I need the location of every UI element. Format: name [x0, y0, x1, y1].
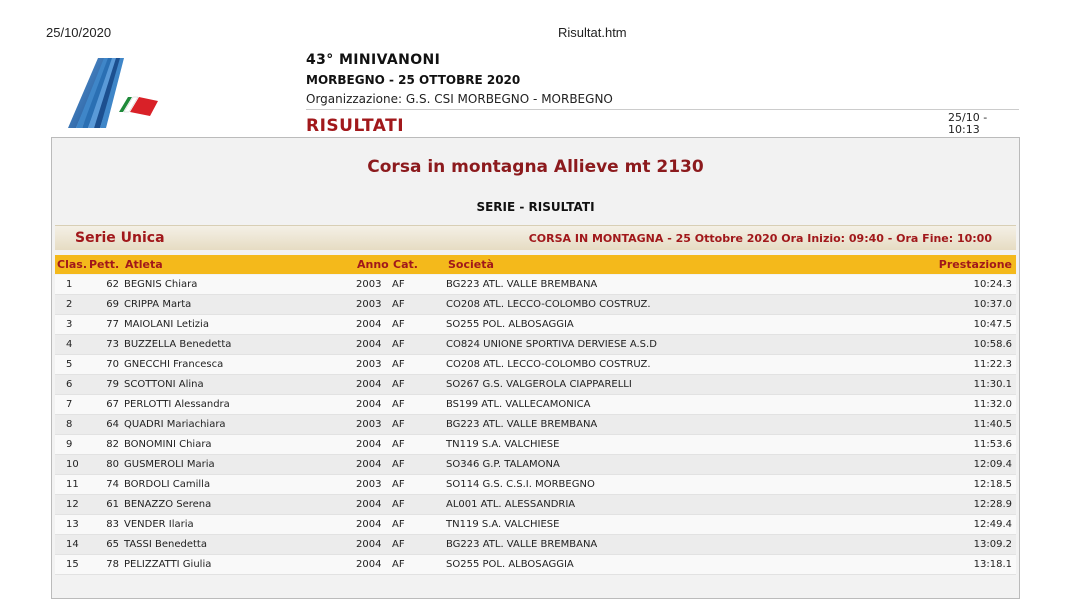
table-row	[55, 555, 1016, 575]
cell-prestazione: 10:24.3	[973, 279, 1012, 290]
header-prestazione: Prestazione	[938, 258, 1012, 271]
cell-atleta: BORDOLI Camilla	[124, 479, 211, 490]
cell-atleta: QUADRI Mariachiara	[124, 419, 226, 430]
cell-societa: BS199 ATL. VALLECAMONICA	[446, 399, 591, 410]
cell-pett: 67	[106, 399, 119, 410]
cell-cat: AF	[392, 399, 405, 410]
cell-prestazione: 12:28.9	[973, 499, 1012, 510]
cell-prestazione: 10:47.5	[973, 319, 1012, 330]
cell-pett: 69	[106, 299, 119, 310]
cell-societa: SO255 POL. ALBOSAGGIA	[446, 559, 574, 570]
cell-atleta: TASSI Benedetta	[124, 539, 207, 550]
cell-prestazione: 11:22.3	[973, 359, 1012, 370]
cell-clas: 7	[66, 399, 73, 410]
cell-anno: 2004	[356, 519, 382, 530]
cell-anno: 2004	[356, 319, 382, 330]
table-row	[55, 295, 1016, 315]
cell-anno: 2004	[356, 559, 382, 570]
cell-prestazione: 12:09.4	[973, 459, 1012, 470]
cell-pett: 78	[106, 559, 119, 570]
cell-societa: BG223 ATL. VALLE BREMBANA	[446, 539, 598, 550]
cell-cat: AF	[392, 519, 405, 530]
cell-cat: AF	[392, 279, 405, 290]
cell-pett: 82	[106, 439, 119, 450]
results-table-body	[55, 275, 1016, 575]
table-row	[55, 535, 1016, 555]
cell-clas: 6	[66, 379, 73, 390]
timestamp-date: 25/10 -	[948, 111, 988, 124]
cell-anno: 2004	[356, 499, 382, 510]
cell-atleta: BUZZELLA Benedetta	[124, 339, 232, 350]
cell-pett: 61	[106, 499, 119, 510]
cell-cat: AF	[392, 319, 405, 330]
cell-clas: 13	[66, 519, 79, 530]
header-pett: Pett.	[89, 258, 120, 271]
header-clas: Clas.	[57, 258, 87, 271]
cell-pett: 80	[106, 459, 119, 470]
serie-name: Serie Unica	[75, 230, 165, 246]
cell-cat: AF	[392, 339, 405, 350]
section-title: RISULTATI	[306, 116, 405, 136]
cell-pett: 70	[106, 359, 119, 370]
cell-cat: AF	[392, 359, 405, 370]
cell-pett: 65	[106, 539, 119, 550]
race-title: Corsa in montagna Allieve mt 2130	[367, 157, 704, 177]
cell-cat: AF	[392, 459, 405, 470]
cell-societa: TN119 S.A. VALCHIESE	[446, 519, 560, 530]
cell-clas: 10	[66, 459, 79, 470]
cell-societa: TN119 S.A. VALCHIESE	[446, 439, 560, 450]
cell-cat: AF	[392, 299, 405, 310]
cell-atleta: GNECCHI Francesca	[124, 359, 224, 370]
table-header	[55, 255, 1016, 274]
cell-pett: 79	[106, 379, 119, 390]
cell-prestazione: 11:53.6	[973, 439, 1012, 450]
cell-atleta: PELIZZATTI Giulia	[124, 559, 212, 570]
cell-cat: AF	[392, 379, 405, 390]
cell-pett: 62	[106, 279, 119, 290]
print-file-name: Risultat.htm	[558, 25, 627, 40]
print-date: 25/10/2020	[46, 25, 112, 40]
race-subtitle: SERIE - RISULTATI	[476, 200, 595, 214]
cell-societa: AL001 ATL. ALESSANDRIA	[446, 499, 576, 510]
cell-anno: 2003	[356, 479, 382, 490]
cell-prestazione: 12:49.4	[973, 519, 1012, 530]
cell-societa: SO267 G.S. VALGEROLA CIAPPARELLI	[446, 379, 632, 390]
cell-atleta: BONOMINI Chiara	[124, 439, 212, 450]
event-logo	[66, 54, 166, 132]
cell-societa: CO208 ATL. LECCO-COLOMBO COSTRUZ.	[446, 299, 651, 310]
cell-pett: 74	[106, 479, 119, 490]
table-row	[55, 355, 1016, 375]
cell-prestazione: 11:30.1	[973, 379, 1012, 390]
event-info	[306, 52, 613, 106]
cell-societa: BG223 ATL. VALLE BREMBANA	[446, 419, 598, 430]
cell-anno: 2003	[356, 359, 382, 370]
serie-info: CORSA IN MONTAGNA - 25 Ottobre 2020 Ora Inizio: 09:40 - Ora Fine: 10:00	[528, 232, 992, 245]
cell-prestazione: 10:58.6	[973, 339, 1012, 350]
cell-clas: 2	[66, 299, 73, 310]
cell-prestazione: 12:18.5	[973, 479, 1012, 490]
cell-pett: 64	[106, 419, 119, 430]
cell-atleta: BENAZZO Serena	[124, 499, 212, 510]
cell-societa: BG223 ATL. VALLE BREMBANA	[446, 279, 598, 290]
cell-prestazione: 13:09.2	[973, 539, 1012, 550]
cell-pett: 83	[106, 519, 119, 530]
cell-cat: AF	[392, 479, 405, 490]
header-divider	[306, 109, 1019, 110]
event-name: 43° MINIVANONI	[306, 52, 441, 68]
cell-prestazione: 11:40.5	[973, 419, 1012, 430]
cell-cat: AF	[392, 499, 405, 510]
cell-clas: 3	[66, 319, 73, 330]
event-organization: Organizzazione: G.S. CSI MORBEGNO - MORBEGNO	[306, 92, 613, 106]
cell-anno: 2003	[356, 299, 382, 310]
cell-pett: 77	[106, 319, 119, 330]
cell-clas: 5	[66, 359, 73, 370]
cell-anno: 2004	[356, 539, 382, 550]
cell-societa: CO208 ATL. LECCO-COLOMBO COSTRUZ.	[446, 359, 651, 370]
cell-atleta: BEGNIS Chiara	[124, 279, 198, 290]
serie-bar	[55, 225, 1016, 250]
results-frame	[51, 137, 1020, 599]
table-row	[55, 375, 1016, 395]
cell-anno: 2004	[356, 439, 382, 450]
cell-anno: 2004	[356, 399, 382, 410]
table-row	[55, 495, 1016, 515]
cell-atleta: CRIPPA Marta	[124, 299, 192, 310]
cell-pett: 73	[106, 339, 119, 350]
cell-anno: 2004	[356, 459, 382, 470]
timestamp-time: 10:13	[948, 123, 980, 136]
cell-clas: 11	[66, 479, 79, 490]
header-atleta: Atleta	[125, 258, 163, 271]
header-cat: Cat.	[393, 258, 418, 271]
cell-clas: 4	[66, 339, 73, 350]
table-row	[55, 475, 1016, 495]
cell-societa: SO346 G.P. TALAMONA	[446, 459, 560, 470]
cell-prestazione: 11:32.0	[973, 399, 1012, 410]
table-row	[55, 395, 1016, 415]
cell-clas: 12	[66, 499, 79, 510]
table-row	[55, 435, 1016, 455]
cell-anno: 2003	[356, 419, 382, 430]
cell-anno: 2003	[356, 279, 382, 290]
cell-atleta: SCOTTONI Alina	[124, 379, 204, 390]
table-row	[55, 315, 1016, 335]
cell-cat: AF	[392, 559, 405, 570]
cell-atleta: GUSMEROLI Maria	[124, 459, 215, 470]
cell-anno: 2004	[356, 339, 382, 350]
event-place-date: MORBEGNO - 25 OTTOBRE 2020	[306, 73, 521, 87]
table-row	[55, 415, 1016, 435]
cell-clas: 9	[66, 439, 73, 450]
cell-atleta: VENDER Ilaria	[124, 519, 194, 530]
cell-anno: 2004	[356, 379, 382, 390]
cell-cat: AF	[392, 439, 405, 450]
cell-clas: 14	[66, 539, 79, 550]
table-row	[55, 515, 1016, 535]
timestamp	[948, 112, 987, 136]
cell-clas: 15	[66, 559, 79, 570]
header-anno: Anno	[357, 258, 389, 271]
header-societa: Società	[448, 258, 494, 271]
table-row	[55, 455, 1016, 475]
cell-prestazione: 10:37.0	[973, 299, 1012, 310]
table-row	[55, 335, 1016, 355]
cell-clas: 1	[66, 279, 73, 290]
cell-societa: CO824 UNIONE SPORTIVA DERVIESE A.S.D	[446, 339, 657, 350]
cell-clas: 8	[66, 419, 73, 430]
cell-atleta: MAIOLANI Letizia	[124, 319, 209, 330]
cell-cat: AF	[392, 539, 405, 550]
cell-societa: SO255 POL. ALBOSAGGIA	[446, 319, 574, 330]
table-row	[55, 275, 1016, 295]
cell-cat: AF	[392, 419, 405, 430]
cell-societa: SO114 G.S. C.S.I. MORBEGNO	[446, 479, 595, 490]
cell-atleta: PERLOTTI Alessandra	[124, 399, 230, 410]
cell-prestazione: 13:18.1	[973, 559, 1012, 570]
